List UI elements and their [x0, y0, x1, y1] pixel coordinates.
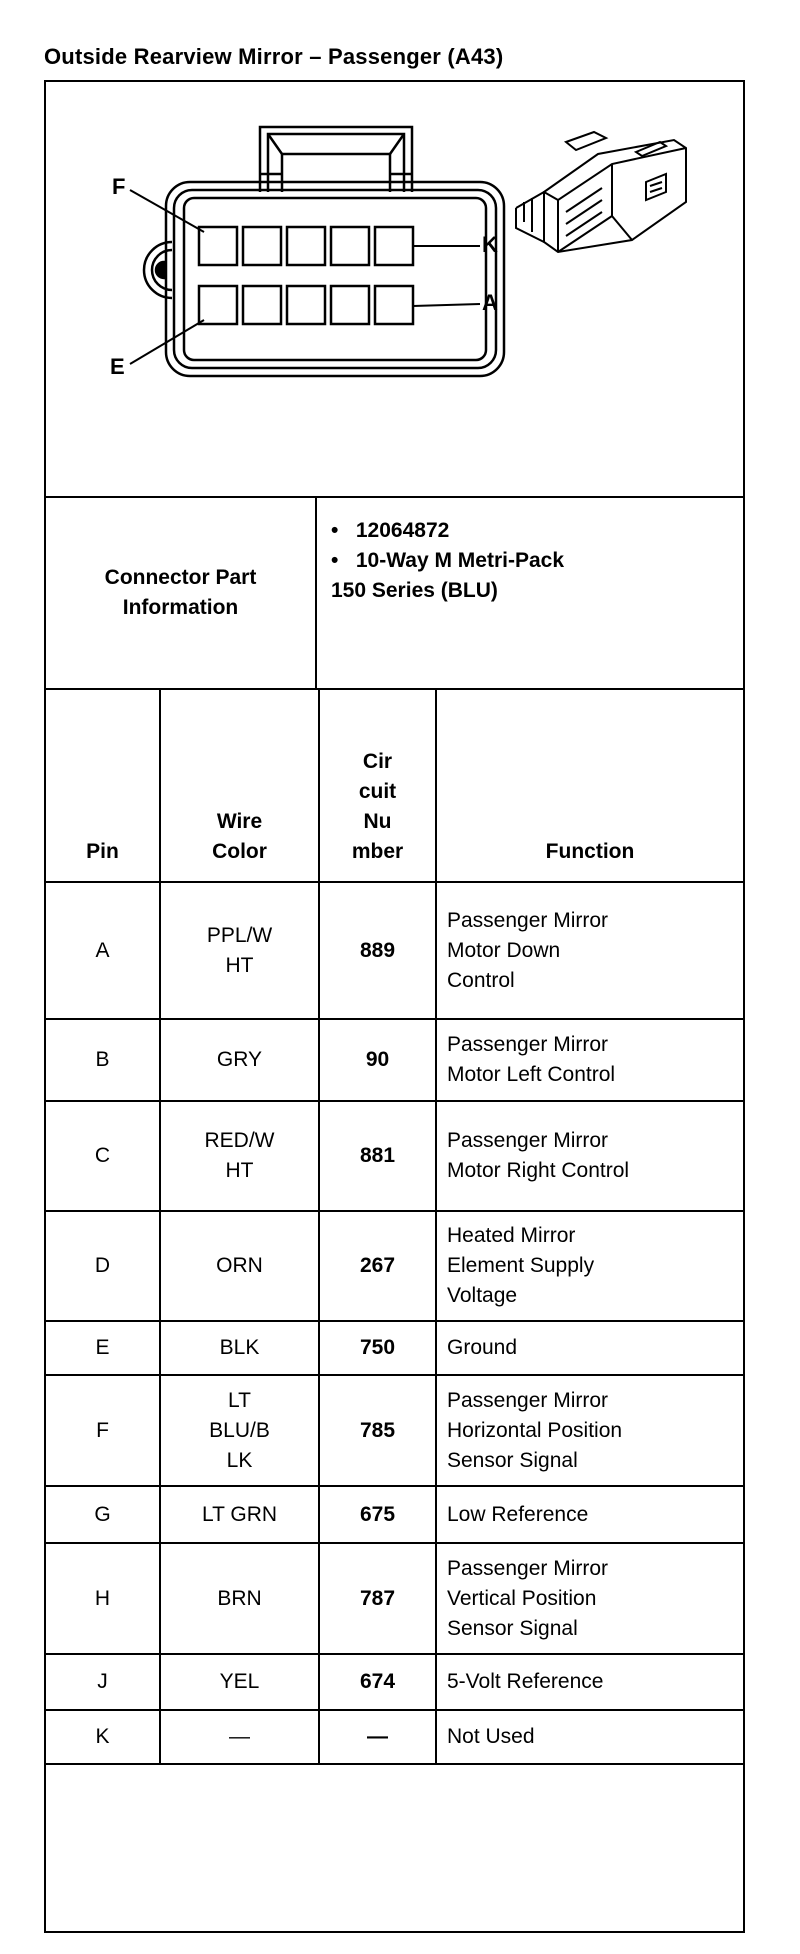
- wire-color-line: LK: [226, 1448, 253, 1472]
- function-line: Sensor Signal: [447, 1448, 578, 1472]
- label-line: Information: [122, 596, 239, 619]
- table-row: [46, 1375, 743, 1486]
- table-row: [46, 1543, 743, 1654]
- connector-iso-sketch: [516, 132, 686, 252]
- wire-color-cell: [160, 1211, 319, 1321]
- bullet: •: [331, 519, 339, 542]
- connector-housing: [166, 182, 504, 376]
- function-line: Passenger Mirror: [447, 1129, 609, 1152]
- function-line: Ground: [447, 1336, 518, 1359]
- wire-color-line: GRY: [216, 1048, 263, 1071]
- wire-color-cell: [160, 1375, 319, 1486]
- function-line: Motor Left Control: [447, 1063, 616, 1086]
- callout-leaders: [130, 190, 480, 364]
- connector-desc-line: [331, 546, 564, 576]
- function-line: Passenger Mirror: [447, 908, 609, 932]
- part-number: 12064872: [355, 519, 450, 542]
- pinout-rows: [46, 882, 743, 1764]
- wire-color-cell: [160, 1321, 319, 1375]
- wire-color-cell: [160, 1019, 319, 1101]
- callout-e: E: [110, 354, 125, 379]
- connector-diagram: [46, 82, 743, 498]
- part-number-line: [331, 516, 564, 546]
- function-cell: [436, 1710, 743, 1764]
- function-line: Low Reference: [447, 1502, 589, 1526]
- page-title: Outside Rearview Mirror – Passenger (A43): [44, 44, 504, 69]
- wire-color-line: BLK: [219, 1336, 260, 1359]
- pin-cell: H: [46, 1543, 160, 1654]
- connector-ear: [144, 242, 172, 298]
- header-line: Color: [212, 840, 267, 863]
- function-cell: [436, 1375, 743, 1486]
- pin-cell: D: [46, 1211, 160, 1321]
- function-line: Motor Right Control: [447, 1159, 630, 1182]
- function-line: Sensor Signal: [447, 1616, 578, 1640]
- wire-color-cell: [160, 1486, 319, 1543]
- function-line: Passenger Mirror: [447, 1388, 609, 1412]
- pin-cell: F: [46, 1375, 160, 1486]
- header-circuit-number: [319, 690, 436, 882]
- connector-sheet: [44, 80, 745, 1933]
- circuit-number-cell: 267: [319, 1211, 436, 1321]
- table-row: [46, 1654, 743, 1710]
- table-row: [46, 1019, 743, 1101]
- pin-cell: E: [46, 1321, 160, 1375]
- table-row: [46, 1211, 743, 1321]
- wire-color-line: LT: [228, 1388, 251, 1412]
- connector-part-info-values: [331, 516, 564, 606]
- function-cell: [436, 882, 743, 1019]
- function-line: Element Supply: [447, 1254, 595, 1277]
- circuit-number-cell: 889: [319, 882, 436, 1019]
- header-line: Cir: [362, 750, 393, 773]
- pin-cell: G: [46, 1486, 160, 1543]
- wire-color-line: BLU/B: [209, 1418, 270, 1442]
- function-cell: [436, 1654, 743, 1710]
- table-row: [46, 1486, 743, 1543]
- function-line: Horizontal Position: [447, 1418, 623, 1442]
- connector-part-info: [46, 498, 743, 690]
- table-row: [46, 1101, 743, 1211]
- pin-cavities: [199, 227, 413, 324]
- function-line: Vertical Position: [447, 1586, 597, 1610]
- function-line: Motor Down: [447, 938, 561, 962]
- circuit-number-cell: 785: [319, 1375, 436, 1486]
- circuit-number-cell: 881: [319, 1101, 436, 1211]
- wire-color-cell: [160, 1710, 319, 1764]
- bullet: •: [331, 549, 339, 572]
- header-pin: Pin: [46, 690, 160, 882]
- wire-color-line: YEL: [219, 1670, 260, 1693]
- circuit-number-cell: —: [319, 1710, 436, 1764]
- wire-color-line: ORN: [216, 1254, 263, 1277]
- function-line: Control: [447, 968, 515, 992]
- connector-desc-line-2: 150 Series (BLU): [331, 579, 498, 602]
- table-header-row: [46, 690, 743, 882]
- wire-color-cell: [160, 1101, 319, 1211]
- callout-a: A: [482, 290, 498, 315]
- pinout-table: [46, 690, 743, 1765]
- header-function: Function: [436, 690, 743, 882]
- wire-color-line: RED/W: [204, 1129, 275, 1152]
- header-line: mber: [351, 840, 404, 863]
- function-line: Passenger Mirror: [447, 1033, 609, 1056]
- pin-cell: B: [46, 1019, 160, 1101]
- circuit-number-cell: 750: [319, 1321, 436, 1375]
- table-row: [46, 882, 743, 1019]
- function-cell: [436, 1211, 743, 1321]
- function-line: Heated Mirror: [447, 1224, 576, 1247]
- wire-color-line: BRN: [217, 1586, 262, 1610]
- header-line: Wire: [216, 810, 263, 833]
- wire-color-cell: [160, 882, 319, 1019]
- function-line: Not Used: [447, 1725, 535, 1748]
- wire-color-line: —: [229, 1725, 250, 1748]
- function-cell: [436, 1101, 743, 1211]
- circuit-number-cell: 787: [319, 1543, 436, 1654]
- label-line: Connector Part: [104, 566, 257, 589]
- pin-cell: A: [46, 882, 160, 1019]
- function-cell: [436, 1486, 743, 1543]
- wire-color-cell: [160, 1654, 319, 1710]
- table-row: [46, 1710, 743, 1764]
- circuit-number-cell: 90: [319, 1019, 436, 1101]
- wire-color-line: LT GRN: [201, 1502, 278, 1526]
- callout-k: K: [482, 232, 498, 257]
- header-wire-color: [160, 690, 319, 882]
- function-line: Passenger Mirror: [447, 1556, 609, 1580]
- function-cell: [436, 1543, 743, 1654]
- callout-f: F: [112, 174, 126, 199]
- pin-cell: K: [46, 1710, 160, 1764]
- wire-color-line: HT: [225, 953, 254, 977]
- table-row: [46, 1321, 743, 1375]
- circuit-number-cell: 675: [319, 1486, 436, 1543]
- connector-part-info-label: [46, 498, 317, 688]
- function-line: Voltage: [447, 1284, 518, 1307]
- wire-color-cell: [160, 1543, 319, 1654]
- pin-cell: J: [46, 1654, 160, 1710]
- function-cell: [436, 1019, 743, 1101]
- function-cell: [436, 1321, 743, 1375]
- header-line: cuit: [358, 780, 397, 803]
- circuit-number-cell: 674: [319, 1654, 436, 1710]
- pin-cell: C: [46, 1101, 160, 1211]
- connector-face-drawing: [46, 82, 743, 496]
- wire-color-line: PPL/W: [206, 923, 273, 947]
- wire-color-line: HT: [225, 1159, 254, 1182]
- connector-description: 10-Way M Metri-Pack: [355, 549, 564, 572]
- function-line: 5-Volt Reference: [447, 1670, 604, 1693]
- header-line: Nu: [363, 810, 392, 833]
